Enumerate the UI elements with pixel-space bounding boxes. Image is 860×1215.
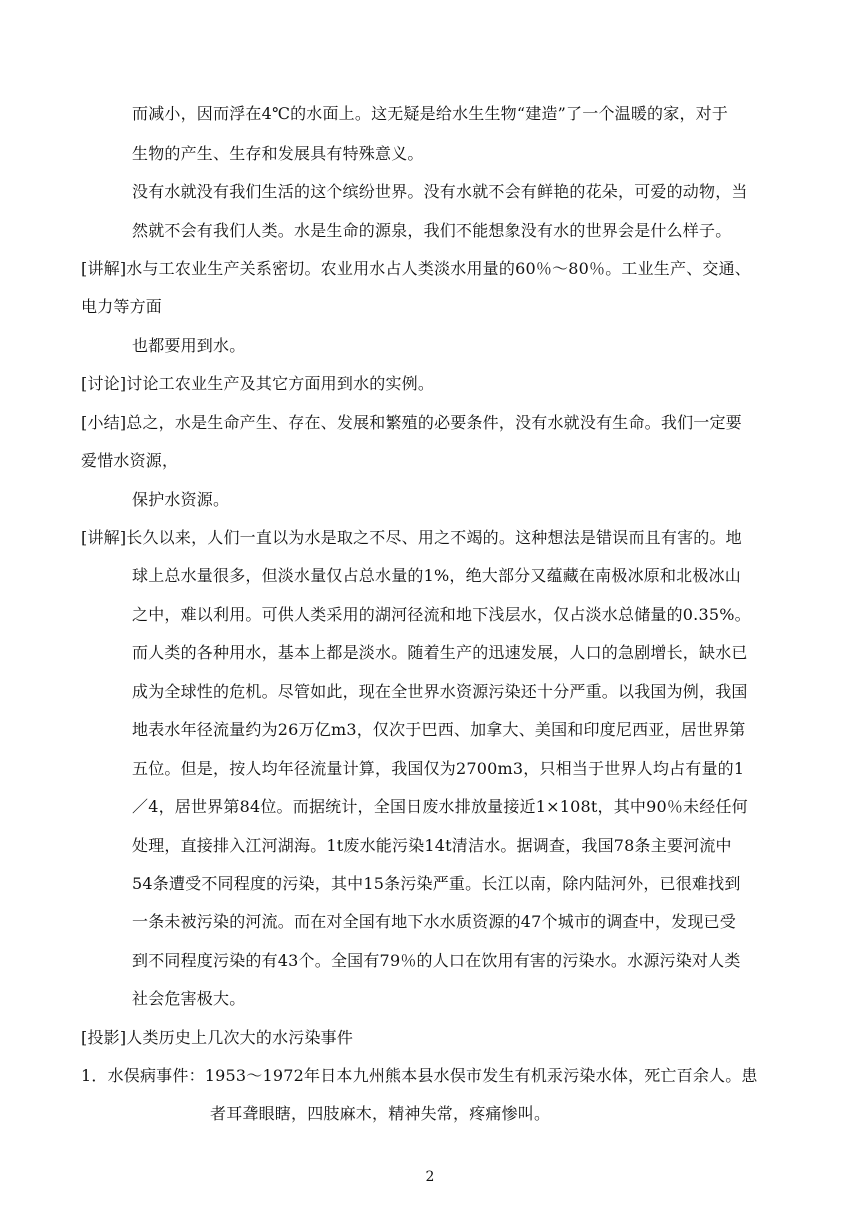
text-line: 球上总水量很多，但淡水量仅占总水量的1%，绝大部分又蕴藏在南极冰原和北极冰山	[132, 566, 741, 585]
text-line: [讨论]讨论工农业生产及其它方面用到水的实例。	[81, 374, 435, 393]
text-line: 五位。但是，按人均年径流量计算，我国仅为2700m3，只相当于世界人均占有量的1	[132, 759, 745, 778]
text-line: 处理，直接排入江河湖海。1t废水能污染14t清洁水。据调查，我国78条主要河流中	[132, 836, 732, 855]
text-line: 54条遭受不同程度的污染，其中15条污染严重。长江以南，除内陆河外，已很难找到	[132, 874, 741, 893]
text-line: 1．水俣病事件：1953～1972年日本九州熊本县水俣市发生有机汞污染水体，死亡百余人。患	[81, 1066, 758, 1085]
text-line: 到不同程度污染的有43个。全国有79％的人口在饮用有害的污染水。水源污染对人类	[132, 951, 741, 970]
text-line: 没有水就没有我们生活的这个缤纷世界。没有水就不会有鲜艳的花朵，可爱的动物，当	[132, 182, 748, 201]
text-line: [小结]总之，水是生命产生、存在、发展和繁殖的必要条件，没有水就没有生命。我们一定要	[81, 413, 742, 432]
text-line: 爱惜水资源，	[81, 451, 179, 470]
text-line: 也都要用到水。	[132, 336, 246, 355]
text-line: 之中，难以利用。可供人类采用的湖河径流和地下浅层水，仅占淡水总储量的0.35%。	[132, 605, 751, 624]
text-line: [讲解]长久以来，人们一直以为水是取之不尽、用之不竭的。这种想法是错误而且有害的。地	[81, 528, 742, 547]
text-line: 然就不会有我们人类。水是生命的源泉，我们不能想象没有水的世界会是什么样子。	[132, 221, 732, 240]
text-line: 而减小，因而浮在4℃的水面上。这无疑是给水生生物“建造”了一个温暖的家，对于	[132, 104, 729, 123]
text-line: 而人类的各种用水，基本上都是淡水。随着生产的迅速发展，人口的急剧增长，缺水已	[132, 643, 748, 662]
text-line: ／4，居世界第84位。而据统计，全国日废水排放量接近1×108t，其中90％未经任何	[132, 797, 748, 816]
page-number: 2	[425, 1169, 435, 1185]
text-line: 电力等方面	[81, 297, 163, 316]
text-line: 成为全球性的危机。尽管如此，现在全世界水资源污染还十分严重。以我国为例，我国	[132, 682, 748, 701]
text-line: 者耳聋眼瞎，四肢麻木，精神失常，疼痛惨叫。	[210, 1104, 551, 1123]
text-line: 地表水年径流量约为26万亿m3，仅次于巴西、加拿大、美国和印度尼西亚，居世界第	[132, 720, 746, 739]
text-line: [投影]人类历史上几次大的水污染事件	[81, 1028, 354, 1047]
text-line: [讲解]水与工农业生产关系密切。农业用水占人类淡水用量的60％～80％。工业生产、交通、	[81, 259, 752, 278]
text-line: 社会危害极大。	[132, 989, 246, 1008]
text-line: 生物的产生、生存和发展具有特殊意义。	[132, 144, 424, 163]
text-line: 保护水资源。	[132, 490, 230, 509]
text-line: 一条未被污染的河流。而在对全国有地下水水质资源的47个城市的调查中，发现已受	[132, 912, 736, 931]
